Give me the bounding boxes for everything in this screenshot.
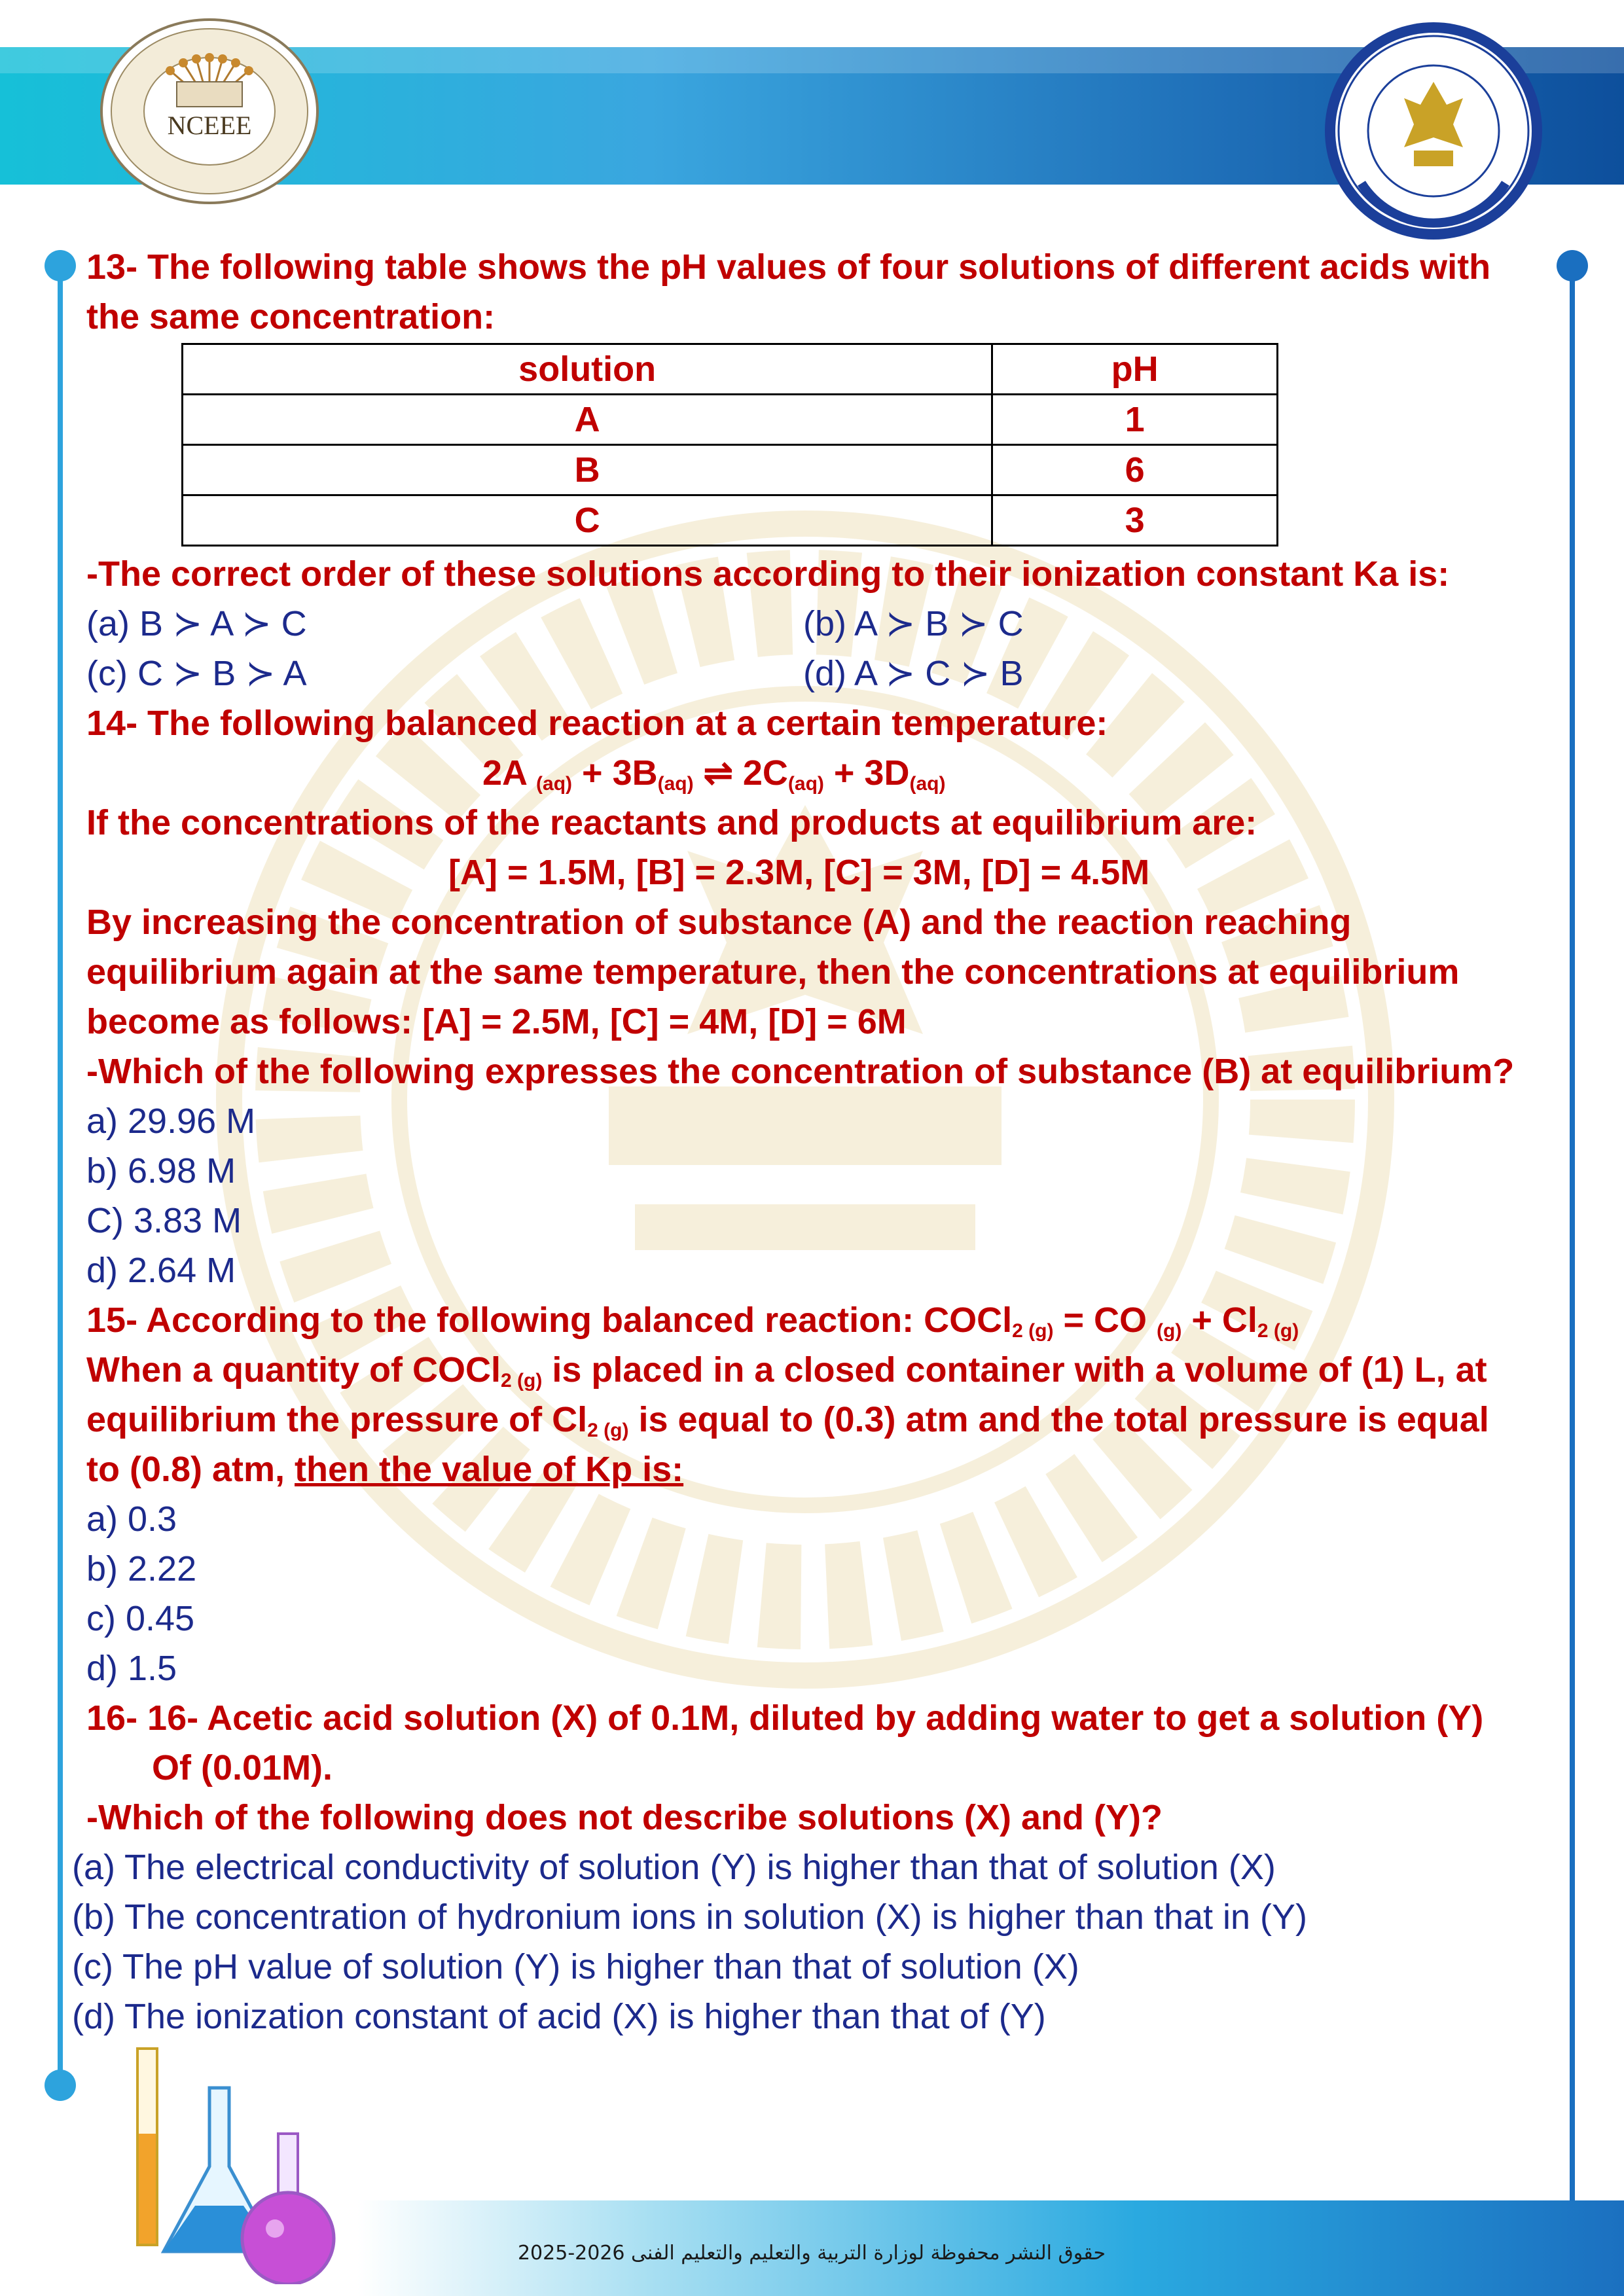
q15-line2-a: When a quantity of COCl <box>86 1350 501 1390</box>
q14-line5: become as follows: [A] = 2.5M, [C] = 4M, [D] = 6M <box>86 1002 907 1041</box>
right-rail-top-dot <box>1557 250 1588 281</box>
ministry-logo <box>1322 20 1545 242</box>
q14-line2: If the concentrations of the reactants and products at equilibrium are: <box>86 803 1257 842</box>
q14-question: -Which of the following expresses the concentration of substance (B) at equilibrium? <box>86 1052 1515 1091</box>
q16-stem-line1: 16- 16- Acetic acid solution (X) of 0.1M, diluted by adding water to get a solution (Y) <box>86 1698 1484 1738</box>
q16-question: -Which of the following does not describe solutions (X) and (Y)? <box>86 1798 1163 1837</box>
q14-line3: By increasing the concentration of substance (A) and the reaction reaching <box>86 903 1352 942</box>
eq-term: 2A <box>482 753 537 793</box>
exam-content <box>72 242 1559 2041</box>
q15-stem <box>86 1295 1559 1345</box>
q15-line3 <box>86 1395 1559 1444</box>
q15-line4-a: to (0.8) atm, <box>86 1450 295 1489</box>
table-row <box>183 445 1278 495</box>
eq-state: 2 (g) <box>500 1370 543 1391</box>
q13-option-b[interactable]: (b) A ≻ B ≻ C <box>803 604 1024 643</box>
nceee-logo-label: NCEEE <box>167 111 252 140</box>
q15-option-a[interactable]: a) 0.3 <box>86 1499 177 1539</box>
eq-term: + 3B <box>572 753 658 793</box>
q14-option-a[interactable]: a) 29.96 M <box>86 1102 256 1141</box>
eq-term: ⇌ 2C <box>693 753 788 793</box>
q16-option-c[interactable]: (c) The pH value of solution (Y) is higher than that of solution (X) <box>72 1947 1079 1986</box>
q13-stem-line1: 13- The following table shows the pH values of four solutions of different acids with <box>86 247 1491 287</box>
eq-state: (aq) <box>657 773 694 795</box>
table-cell: 3 <box>992 495 1278 546</box>
left-rail-top-dot <box>45 250 76 281</box>
eq-state: (g) <box>1157 1320 1182 1342</box>
eq-state: 2 (g) <box>1257 1320 1299 1342</box>
q14-stem: 14- The following balanced reaction at a certain temperature: <box>86 704 1108 743</box>
eq-term: = CO <box>1053 1300 1157 1340</box>
table-header-row <box>183 344 1278 395</box>
q15-option-b[interactable]: b) 2.22 <box>86 1549 197 1588</box>
q16-option-a[interactable]: (a) The electrical conductivity of solution (Y) is higher than that of solution (X) <box>72 1848 1276 1887</box>
eq-state: 2 (g) <box>587 1420 629 1441</box>
table-cell: B <box>183 445 992 495</box>
q14-line4: equilibrium again at the same temperature, then the concentrations at equilibrium <box>86 952 1460 992</box>
ph-table <box>181 343 1278 547</box>
eq-term: + 3D <box>823 753 910 793</box>
eq-state: (aq) <box>536 773 573 795</box>
q15-option-c[interactable]: c) 0.45 <box>86 1599 195 1638</box>
table-cell: C <box>183 495 992 546</box>
q15-line3-b: is equal to (0.3) atm and the total pressure is equal <box>628 1400 1489 1439</box>
lab-flasks-illustration <box>118 2036 380 2284</box>
eq-state: (aq) <box>787 773 824 795</box>
eq-state: (aq) <box>909 773 946 795</box>
q14-equation <box>86 748 1559 798</box>
q13-stem-line2: the same concentration: <box>86 297 496 336</box>
table-row <box>183 495 1278 546</box>
table-row <box>183 395 1278 445</box>
table-cell: 6 <box>992 445 1278 495</box>
table-header-cell: solution <box>183 344 992 395</box>
q15-option-d[interactable]: d) 1.5 <box>86 1649 177 1688</box>
footer-copyright: حقوق النشر محفوظة لوزارة التربية والتعليم والتعليم الفنى 2026-2025 <box>517 2242 1106 2265</box>
right-rail <box>1570 265 1575 2215</box>
q15-stem-text: 15- According to the following balanced reaction: COCl <box>86 1300 1013 1340</box>
table-cell: 1 <box>992 395 1278 445</box>
q15-line2-b: is placed in a closed container with a volume of (1) L, at <box>542 1350 1487 1390</box>
q16-option-b[interactable]: (b) The concentration of hydronium ions in solution (X) is higher than that in (Y) <box>72 1897 1307 1937</box>
q13-option-c[interactable]: (c) C ≻ B ≻ A <box>86 654 307 693</box>
q14-conc1: [A] = 1.5M, [B] = 2.3M, [C] = 3M, [D] = 4.5M <box>448 853 1150 892</box>
q16-stem-line2: Of (0.01M). <box>152 1748 333 1787</box>
q14-option-c[interactable]: C) 3.83 M <box>86 1201 242 1240</box>
q15-line3-a: equilibrium the pressure of Cl <box>86 1400 588 1439</box>
table-header-cell: pH <box>992 344 1278 395</box>
q15-line4-underlined: then the value of Kp is: <box>295 1450 684 1489</box>
q13-option-a[interactable]: (a) B ≻ A ≻ C <box>86 604 307 643</box>
eq-state: 2 (g) <box>1012 1320 1054 1342</box>
left-rail-bottom-dot <box>45 2070 76 2101</box>
q14-option-d[interactable]: d) 2.64 M <box>86 1251 236 1290</box>
q13-options-row2 <box>86 649 1559 698</box>
eq-term: + Cl <box>1182 1300 1257 1340</box>
left-rail <box>58 265 63 2085</box>
nceee-logo <box>98 13 321 209</box>
q13-question: -The correct order of these solutions according to their ionization constant Ka is: <box>86 554 1450 594</box>
q13-options-row1 <box>86 599 1559 649</box>
q14-option-b[interactable]: b) 6.98 M <box>86 1151 236 1191</box>
q15-line2 <box>86 1345 1559 1395</box>
q13-option-d[interactable]: (d) A ≻ C ≻ B <box>803 654 1024 693</box>
q15-line4 <box>86 1444 1559 1494</box>
table-cell: A <box>183 395 992 445</box>
q16-option-d[interactable]: (d) The ionization constant of acid (X) is higher than that of (Y) <box>72 1997 1046 2036</box>
